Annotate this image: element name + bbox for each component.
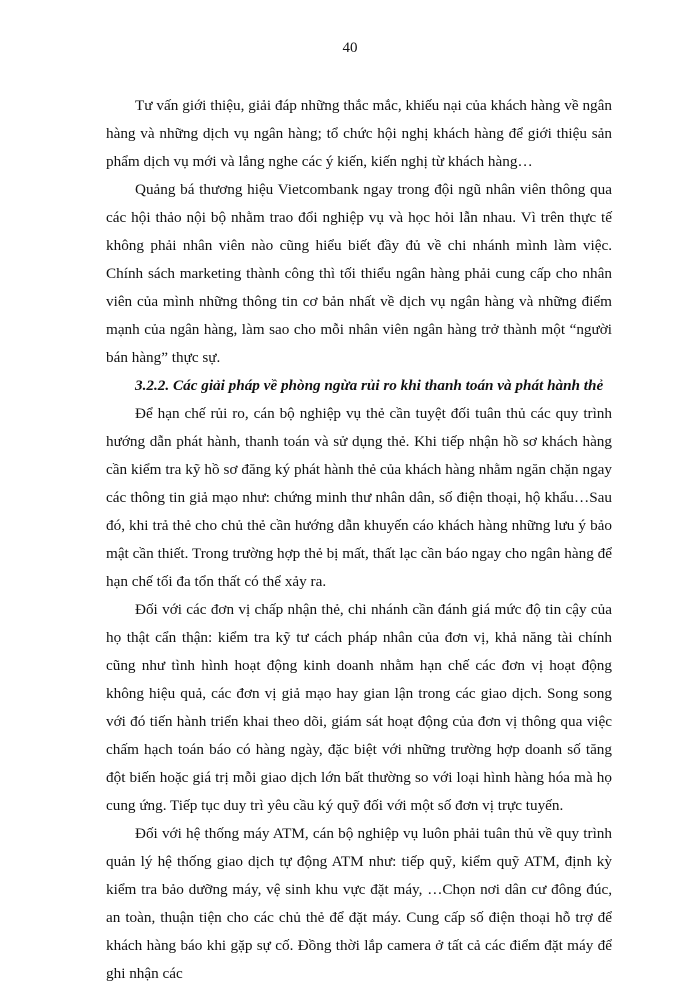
section-heading-3-2-2: 3.2.2. Các giải pháp về phòng ngừa rủi ro khi thanh toán và phát hành thẻ (135, 377, 604, 394)
document-body (106, 92, 612, 988)
paragraph-brand-promotion: Quảng bá thương hiệu Vietcombank ngay trong đội ngũ nhân viên thông qua các hội thảo nội bộ nhằm trao đổi nghiệp vụ và học hỏi lẫn nhau. Vì trên thực tế không phải nhân viên nào cũng hiểu biết đầy đủ về chi nhánh mình làm việc. Chính sách marketing thành công thì tối thiểu ngân hàng phải cung cấp cho nhân viên của mình những thông tin cơ bản nhất về dịch vụ ngân hàng và những điểm mạnh của ngân hàng, làm sao cho mỗi nhân viên ngân hàng trở thành một “người bán hàng” thực sự. (106, 181, 612, 366)
paragraph-risk-limitation: Để hạn chế rủi ro, cán bộ nghiệp vụ thẻ cần tuyệt đối tuân thủ các quy trình hướng dẫn phát hành, thanh toán và sử dụng thẻ. Khi tiếp nhận hồ sơ khách hàng cần kiểm tra kỹ hồ sơ đăng ký phát hành thẻ của khách hàng nhằm ngăn chặn ngay các thông tin giả mạo như: chứng minh thư nhân dân, số điện thoại, hộ khẩu…Sau đó, khi trả thẻ cho chủ thẻ cần hướng dẫn khuyến cáo khách hàng những lưu ý bảo mật cần thiết. Trong trường hợp thẻ bị mất, thất lạc cần báo ngay cho ngân hàng để hạn chế tối đa tổn thất có thể xảy ra. (106, 405, 612, 590)
paragraph-customer-advice: Tư vấn giới thiệu, giải đáp những thắc mắc, khiếu nại của khách hàng về ngân hàng và những dịch vụ ngân hàng; tổ chức hội nghị khách hàng để giới thiệu sản phẩm dịch vụ mới và lắng nghe các ý kiến, kiến nghị từ khách hàng… (106, 97, 612, 170)
page-number: 40 (342, 40, 358, 56)
paragraph-atm-system: Đối với hệ thống máy ATM, cán bộ nghiệp vụ luôn phải tuân thủ về quy trình quản lý hệ thống giao dịch tự động ATM như: tiếp quỹ, kiểm quỹ ATM, định kỳ kiểm tra bảo dưỡng máy, vệ sinh khu vực đặt máy, …Chọn nơi dân cư đông đúc, an toàn, thuận tiện cho các chủ thẻ để đặt máy. Cung cấp số điện thoại hỗ trợ để khách hàng báo khi gặp sự cố. Đồng thời lắp camera ở tất cả các điểm đặt máy để ghi nhận các (106, 825, 612, 982)
paragraph-card-acceptance-units: Đối với các đơn vị chấp nhận thẻ, chi nhánh cần đánh giá mức độ tin cậy của họ thật cẩn thận: kiểm tra kỹ tư cách pháp nhân của đơn vị, khả năng tài chính cũng như tình hình hoạt động kinh doanh nhằm hạn chế các đơn vị hoạt động không hiệu quả, các đơn vị giả mạo hay gian lận trong các giao dịch. Song song với đó tiến hành triển khai theo dõi, giám sát hoạt động của đơn vị thông qua việc chấm hạch toán báo có hàng ngày, đặc biệt với những trường hợp doanh số tăng đột biến hoặc giá trị mỗi giao dịch lớn bất thường so với loại hình hàng hóa mà họ cung ứng. Tiếp tục duy trì yêu cầu ký quỹ đối với một số đơn vị trực tuyến. (106, 601, 612, 814)
